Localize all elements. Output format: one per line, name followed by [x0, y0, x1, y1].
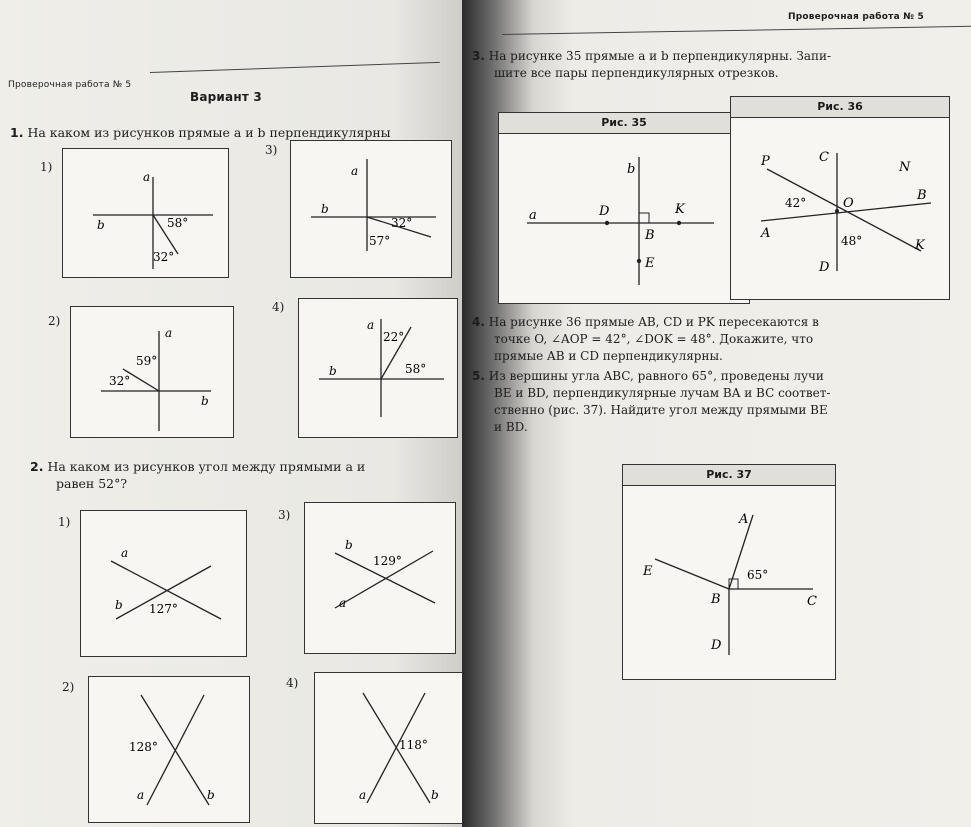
task2-fig3: [304, 502, 456, 654]
header-rule: [150, 62, 440, 73]
task3-number: 3.: [472, 49, 485, 63]
fig36-caption: Рис. 36: [731, 97, 949, 118]
task5-line1: Из вершины угла ABC, равного 65°, проведены лучи: [488, 369, 824, 383]
fig3-b-label: b: [321, 202, 329, 216]
task1-fig3-label: 3): [265, 143, 278, 157]
fig1-angle2: 32°: [153, 250, 175, 264]
fig36-angle2: 48°: [841, 234, 863, 248]
fig1-b-label: b: [97, 218, 105, 232]
fig36-P: P: [761, 154, 770, 169]
fig35-caption: Рис. 35: [499, 113, 749, 134]
fig2-b-label: b: [201, 394, 209, 408]
t2f4-a-label: a: [359, 788, 367, 802]
fig36-N: N: [899, 160, 911, 175]
task2-text-line2: равен 52°?: [56, 476, 128, 491]
right-page: [462, 0, 971, 827]
fig35-b: b: [627, 162, 636, 177]
fig37-D: D: [711, 638, 722, 653]
fig35-K: K: [675, 202, 685, 217]
task5: [472, 368, 967, 436]
task2-number: 2.: [30, 459, 44, 474]
fig36-K: K: [915, 238, 925, 253]
task5-line4: и BD.: [494, 420, 528, 434]
task1-fig4: [298, 298, 458, 438]
right-page-header: Проверочная работа № 5: [788, 12, 924, 22]
left-page: [0, 0, 462, 827]
fig37-box: [622, 464, 836, 680]
task2-fig2: [88, 676, 250, 823]
fig2-angle2: 32°: [109, 374, 131, 388]
task2-fig1-label: 1): [58, 515, 71, 529]
t2f1-b-label: b: [115, 598, 123, 612]
task4-line2: точке O, ∠AOP = 42°, ∠DOK = 48°. Докажите, что: [494, 332, 814, 346]
task2-fig1: [80, 510, 247, 657]
task1: [10, 124, 460, 141]
fig35-E: E: [645, 256, 655, 271]
task1-fig3: [290, 140, 452, 278]
task1-fig1-label: 1): [40, 160, 53, 174]
task1-fig2-label: 2): [48, 314, 61, 328]
left-page-header: Проверочная работа № 5: [8, 80, 132, 90]
fig36-D: D: [819, 260, 830, 275]
t2f2-a-label: a: [137, 788, 145, 802]
fig4-angle2: 58°: [405, 362, 427, 376]
fig3-angle2: 57°: [369, 234, 391, 248]
right-header-rule: [502, 26, 971, 35]
t2f1-angle: 127°: [149, 602, 178, 616]
t2f4-angle: 118°: [399, 738, 428, 752]
task2-fig4-label: 4): [286, 676, 299, 690]
task2-text-line1: На каком из рисунков угол между прямыми a и: [47, 459, 366, 474]
fig4-angle1: 22°: [383, 330, 405, 344]
fig37-angle: 65°: [747, 568, 769, 582]
fig36-O: O: [843, 196, 854, 211]
task5-line2: BE и BD, перпендикулярные лучам BA и BC соответ-: [494, 386, 831, 400]
task3: [472, 48, 967, 82]
fig36-angle1: 42°: [785, 196, 807, 210]
task3-line1: На рисунке 35 прямые a и b перпендикулярны. Запи-: [488, 49, 832, 63]
fig35-box: [498, 112, 750, 304]
t2f2-angle: 128°: [129, 740, 158, 754]
t2f3-angle: 129°: [373, 554, 402, 568]
task1-fig4-label: 4): [272, 300, 285, 314]
fig36-B: B: [917, 188, 927, 203]
task4: [472, 314, 967, 365]
fig3-a-label: a: [351, 164, 359, 178]
task5-number: 5.: [472, 369, 485, 383]
fig4-b-label: b: [329, 364, 337, 378]
t2f2-b-label: b: [207, 788, 215, 802]
fig1-a-label: a: [143, 170, 151, 184]
task2: [30, 458, 460, 492]
fig35: [499, 135, 749, 301]
task2-fig3-label: 3): [278, 508, 291, 522]
task3-line2: шите все пары перпендикулярных отрезков.: [494, 66, 779, 80]
fig37-C: C: [807, 594, 817, 609]
fig37-A: A: [739, 512, 749, 527]
fig35-a: a: [529, 208, 537, 223]
t2f3-a-label: a: [339, 596, 347, 610]
t2f3-b-label: b: [345, 538, 353, 552]
fig36-C: C: [819, 150, 829, 165]
task1-fig1: [62, 148, 229, 278]
fig35-B: B: [645, 228, 655, 243]
fig36-A: A: [761, 226, 771, 241]
task1-text: На каком из рисунков прямые a и b перпендикулярны: [27, 125, 391, 140]
t2f4-b-label: b: [431, 788, 439, 802]
task1-number: 1.: [10, 125, 24, 140]
fig37: [623, 487, 835, 677]
fig36-box: [730, 96, 950, 300]
task4-number: 4.: [472, 315, 485, 329]
fig37-caption: Рис. 37: [623, 465, 835, 486]
task5-line3: ственно (рис. 37). Найдите угол между прямыми BE: [494, 403, 828, 417]
fig37-E: E: [643, 564, 653, 579]
fig2-a-label: a: [165, 326, 173, 340]
task4-line3: прямые AB и CD перпендикулярны.: [494, 349, 723, 363]
fig4-a-label: a: [367, 318, 375, 332]
variant-title: Вариант 3: [190, 90, 262, 104]
task2-fig2-label: 2): [62, 680, 75, 694]
fig2-angle1: 59°: [136, 354, 158, 368]
task4-line1: На рисунке 36 прямые AB, CD и PK пересекаются в: [488, 315, 819, 329]
fig1-angle1: 58°: [167, 216, 189, 230]
fig36: [731, 119, 949, 297]
task2-fig4: [314, 672, 464, 824]
fig3-angle1: 32°: [391, 216, 413, 230]
fig35-D: D: [599, 204, 610, 219]
t2f1-a-label: a: [121, 546, 129, 560]
fig37-B: B: [711, 592, 721, 607]
task1-fig2: [70, 306, 234, 438]
